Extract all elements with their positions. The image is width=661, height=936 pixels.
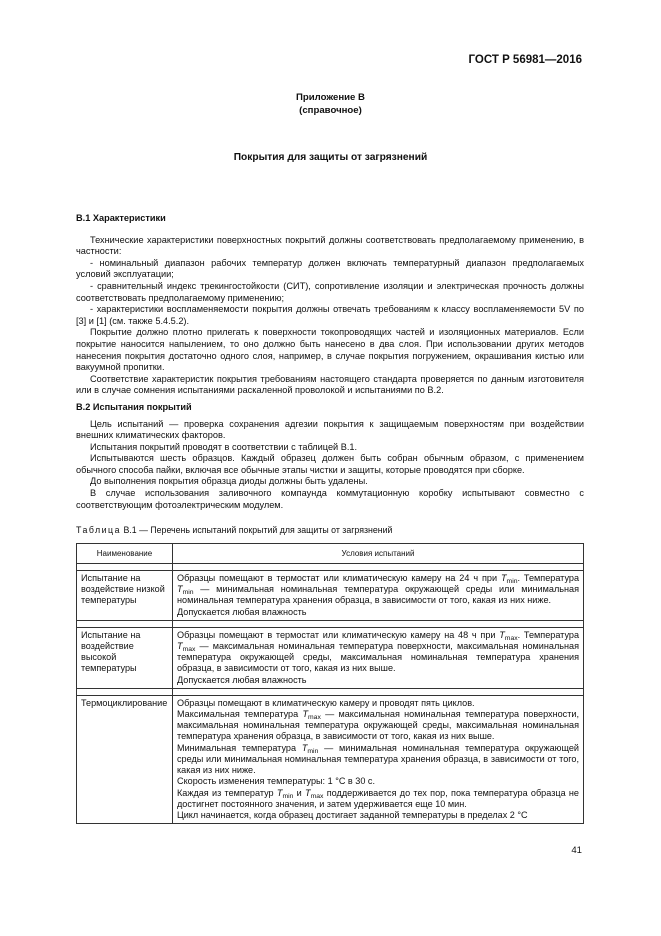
symbol: T <box>177 641 183 652</box>
symbol: T <box>499 629 505 640</box>
subscript: min <box>182 589 194 597</box>
condition-text <box>177 573 579 607</box>
symbol: T <box>276 787 283 798</box>
text-fragment: . Температура <box>517 629 580 640</box>
appendix-subtitle: (справочное) <box>299 104 362 116</box>
table-spacer-row <box>77 620 584 627</box>
subscript: min <box>506 578 518 586</box>
table-row <box>77 695 584 823</box>
text-fragment: Образцы помещают в термостат или климатическую камеру на 48 ч при <box>177 629 500 640</box>
test-conditions <box>173 627 584 688</box>
text-fragment: Максимальная температура <box>177 709 303 720</box>
b2-paragraph: Цель испытаний — проверка сохранения адгезии покрытия к защищаемым поверхностям при воздействии внешних климатических факторов. <box>76 418 584 441</box>
test-conditions <box>173 695 584 823</box>
subscript: min <box>307 747 319 755</box>
b2-paragraph: В случае использования заливочного компаунда коммутационную коробку испытывают совместно с соответствующим фотоэлектрическим модулем. <box>76 488 584 510</box>
b1-paragraph: - номинальный диапазон рабочих температур должен включать температурный диапазон предполагаемых условий эксплуатации; <box>76 257 584 280</box>
test-name: Термоциклирование <box>77 695 173 823</box>
symbol: T <box>500 573 507 584</box>
condition-text: Образцы помещают в климатическую камеру и проводят пять циклов. <box>177 697 475 708</box>
text-fragment: поддерживается до тех пор, пока температура образца не достигнет постоянного значения, и затем удерживается еще 10 мин. <box>177 787 579 809</box>
column-header-conditions: Условия испытаний <box>173 543 584 563</box>
text-fragment: — максимальная номинальная температура поверхности, максимальная номинальная температура окружающей среды, максимальная номинальная температура хранения образца, в зависимости от того, какая из них выше. <box>177 641 579 674</box>
b1-paragraph: - сравнительный индекс трекингостойкости (СИТ), сопротивление изоляции и электрическая прочность должны соответствовать предполагаемому применению; <box>76 280 584 303</box>
subscript: max <box>182 646 196 654</box>
document-title: Покрытия для защиты от загрязнений <box>233 152 428 163</box>
text-fragment: Минимальная температура <box>177 742 302 753</box>
table-caption-label: Таблица <box>76 525 121 536</box>
table-caption-text: В.1 — Перечень испытаний покрытий для защиты от загрязнений <box>123 525 393 536</box>
b2-paragraph: Испытания покрытий проводят в соответствии с таблицей В.1. <box>90 441 358 452</box>
subscript: max <box>504 634 518 642</box>
condition-text <box>177 630 579 675</box>
text-fragment: и <box>293 787 306 798</box>
condition-text: Допускается любая влажность <box>177 606 307 617</box>
b2-paragraph: До выполнения покрытия образца диоды должны быть удалены. <box>90 476 368 487</box>
symbol: T <box>301 742 308 753</box>
table-caption <box>76 525 584 537</box>
table-spacer-row <box>77 688 584 695</box>
b2-paragraph: Испытываются шесть образцов. Каждый образец должен быть собран обычным образом, с применением обычного способа пайки, включая все обычные этапы чистки и защиты, которые проводятся при сборке. <box>76 453 584 475</box>
text-fragment: — минимальная номинальная температура окружающей среды или минимальная номинальная температура хранения образца, в зависимости от того, какая из них ниже. <box>177 584 579 606</box>
text-fragment: — максимальная номинальная температура поверхности, максимальная номинальная температура окружающей среды, максимальная номинальная температура хранения образца, в зависимости от того, какая из них выше. <box>177 709 580 742</box>
table-spacer-row <box>77 564 584 571</box>
symbol: T <box>302 709 309 720</box>
table-header-row <box>77 543 584 563</box>
test-name: Испытание на воздействие высокой температуры <box>77 627 173 688</box>
text-fragment: . Температура <box>517 573 580 584</box>
standard-designation: ГОСТ Р 56981—2016 <box>468 54 582 66</box>
symbol: T <box>305 787 311 798</box>
condition-text: Скорость изменения температуры: 1 °С в 30 с. <box>177 776 376 787</box>
page-content <box>76 213 584 824</box>
text-fragment: Образцы помещают в термостат или климатическую камеру на 24 ч при <box>177 573 501 584</box>
page-number: 41 <box>571 845 582 856</box>
condition-text: Допускается любая влажность <box>177 674 307 685</box>
table-row <box>77 627 584 688</box>
text-fragment: Каждая из температур <box>177 787 277 798</box>
b1-paragraph: Покрытие должно плотно прилегать к поверхности токопроводящих частей и изоляционных материалов. Если покрытие наносится напылением, то оно должно быть нанесено в два слоя. При использовании других методов нанесения покрытия достаточно одного слоя, например, в случае покрытия погружением, окрашивания кистью или вакуумной пропитки. <box>76 327 584 373</box>
subscript: max <box>310 792 324 800</box>
text-fragment: — минимальная номинальная температура окружающей среды или минимальная номинальная температура хранения образца, в зависимости от того, какая из них ниже. <box>177 742 579 776</box>
section-b1-heading: В.1 Характеристики <box>76 213 166 223</box>
subscript: max <box>308 714 321 722</box>
test-name: Испытание на воздействие низкой температуры <box>77 571 173 621</box>
b1-paragraph: - характеристики воспламеняемости покрытия должны отвечать требованиям к классу воспламеняемости 5V по [3] и [1] (см. также 5.4.5.2). <box>76 304 584 326</box>
section-b2-heading: В.2 Испытания покрытий <box>76 401 192 412</box>
appendix-title: Приложение В <box>296 92 365 103</box>
b1-paragraph: Технические характеристики поверхностных покрытий должны соответствовать предполагаемому применению, в частности: <box>76 234 584 257</box>
subscript: min <box>282 792 294 800</box>
condition-text <box>177 743 579 777</box>
column-header-name: Наименование <box>77 543 173 563</box>
condition-text <box>177 788 579 810</box>
symbol: T <box>177 584 183 595</box>
table-row <box>77 571 584 621</box>
condition-text <box>177 709 579 743</box>
b1-paragraph: Соответствие характеристик покрытия требованиям настоящего стандарта проверяется по данным изготовителя или в случае сомнения испытаниями раскаленной проволокой и испытаниями по В.2. <box>76 373 584 396</box>
appendix-heading <box>0 92 661 117</box>
test-conditions <box>173 571 584 621</box>
tests-table <box>76 543 584 824</box>
condition-text: Цикл начинается, когда образец достигает заданной температуры в пределах 2 °С <box>177 809 528 820</box>
